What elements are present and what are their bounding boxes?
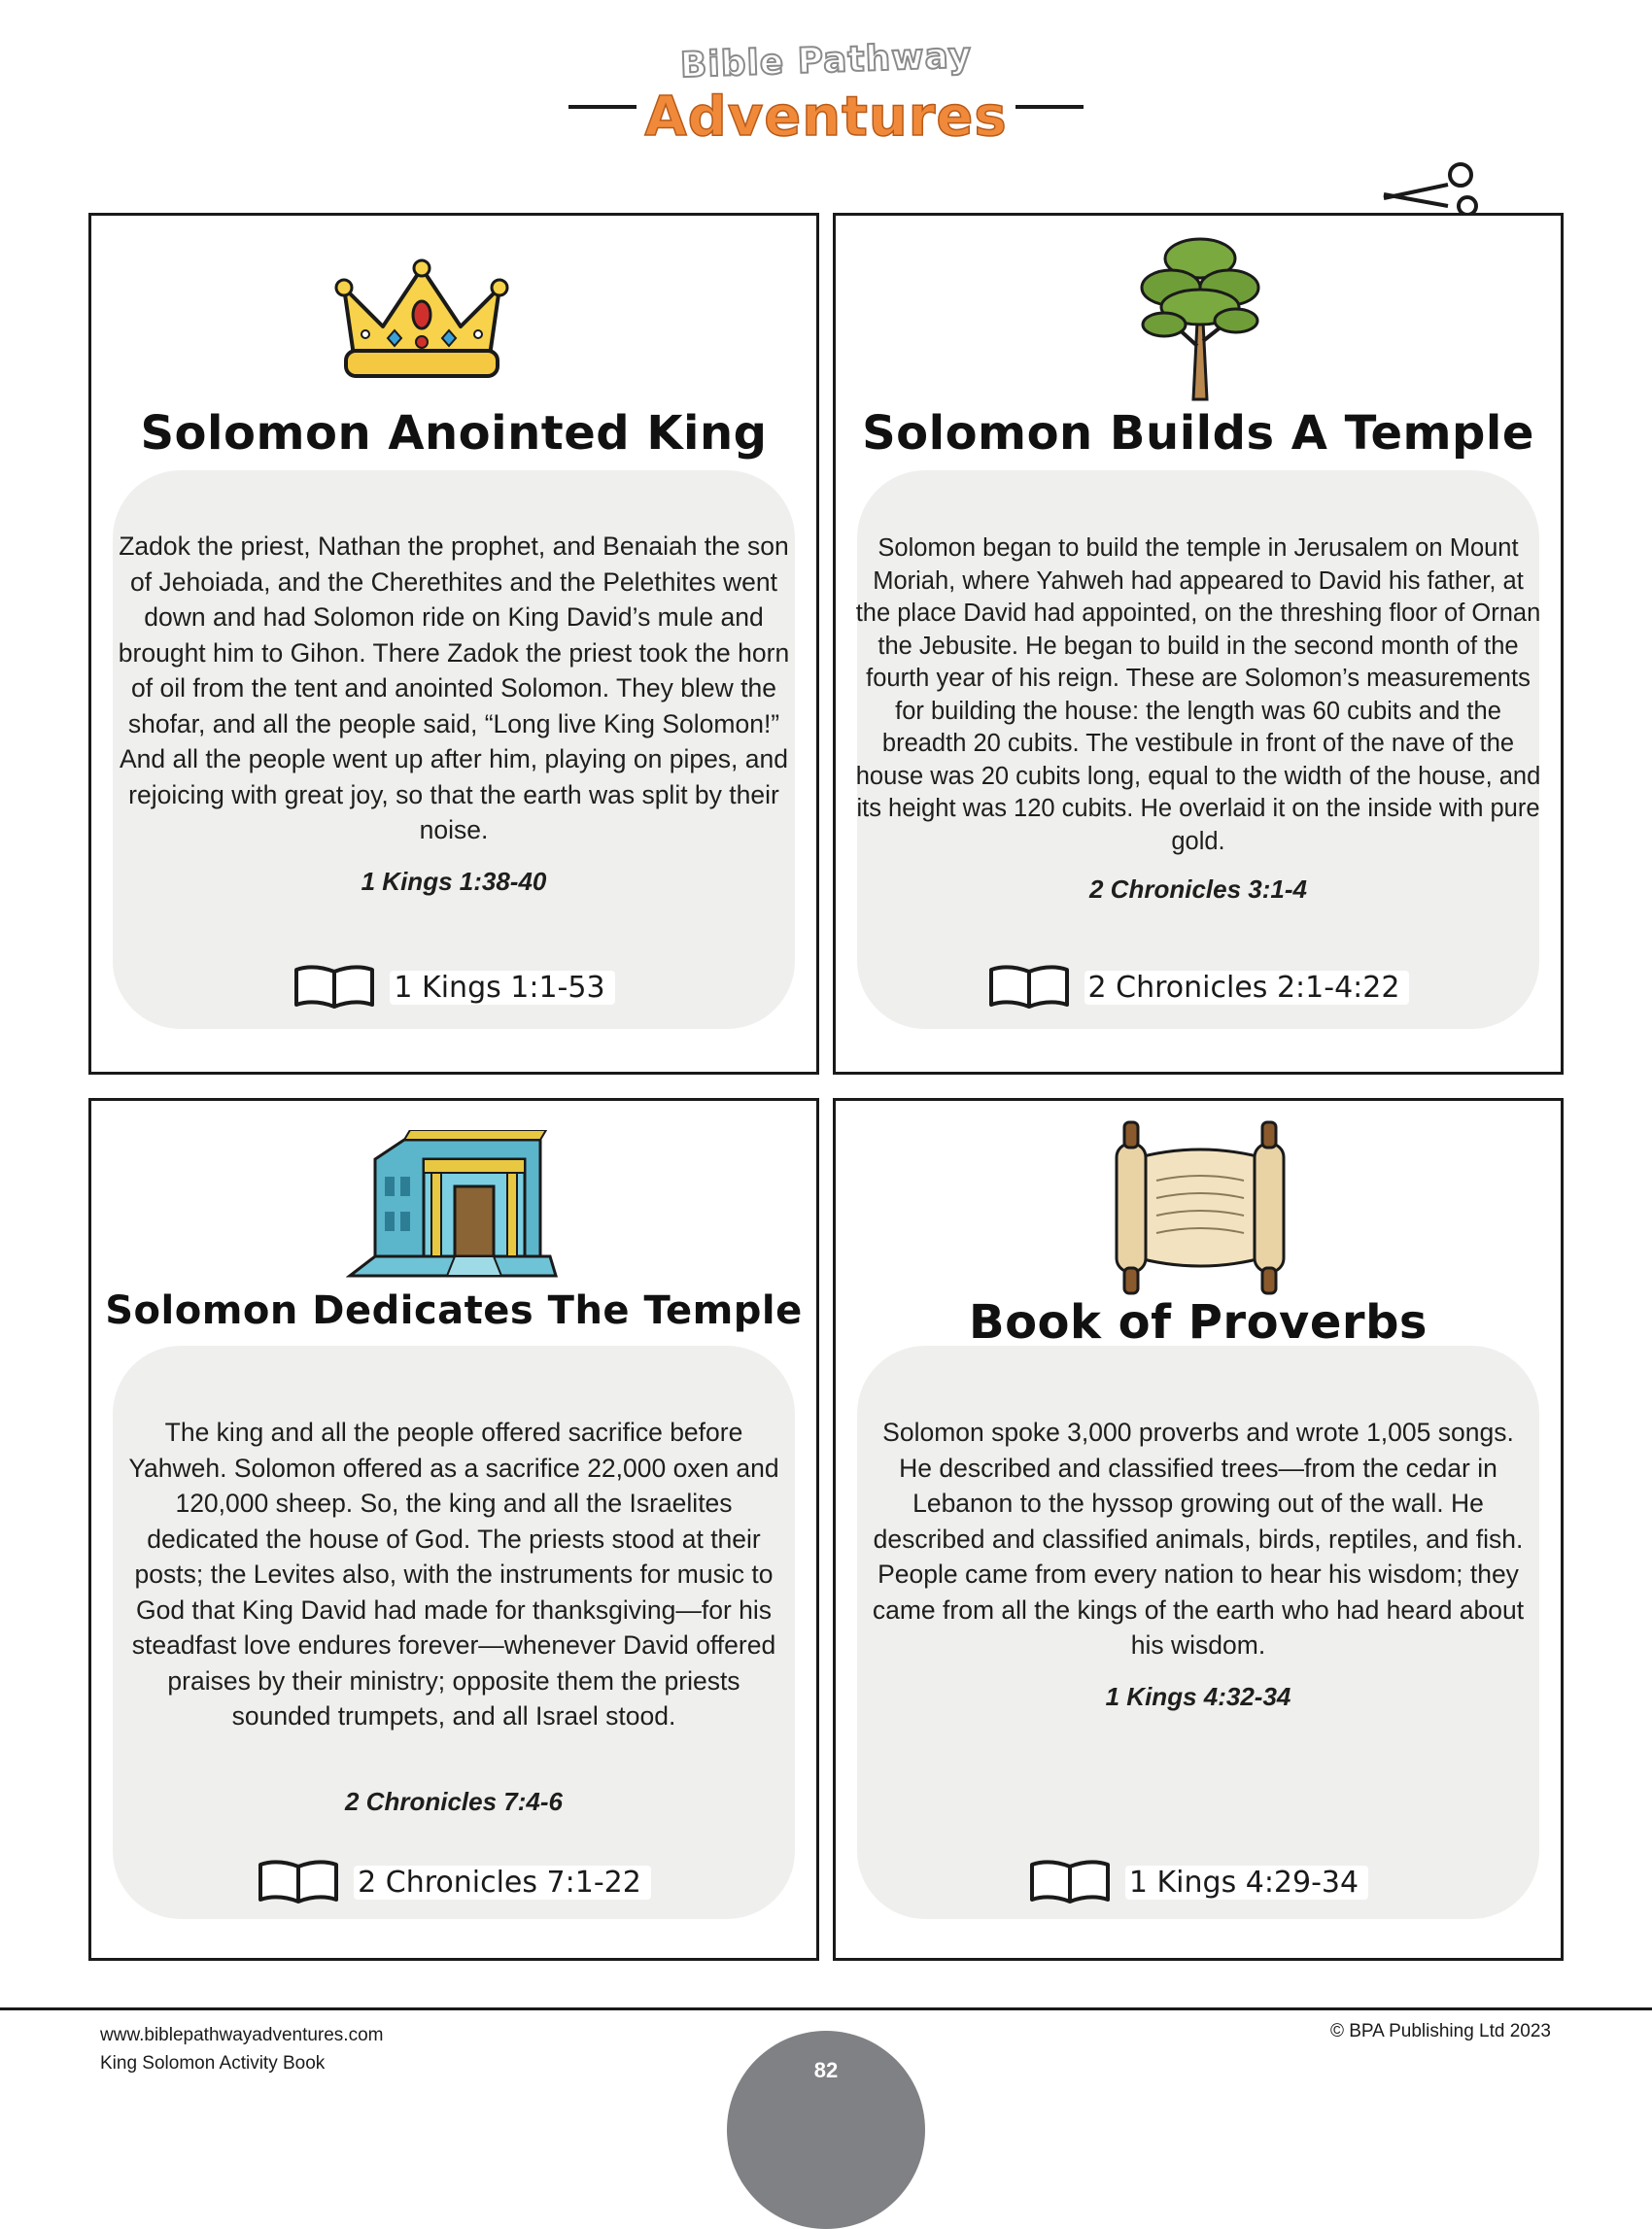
reading-label: 1 Kings 1:1-53: [390, 971, 614, 1005]
card-book-of-proverbs: [833, 1098, 1564, 1961]
card-passage: Zadok the priest, Nathan the prophet, and Benaiah the son of Jehoiada, and the Cherethites and the Pelethites went down and had Solomon ride on King David’s mule and brought him to Gihon. There Zadok the priest took the horn of oil from the tent and anointed Solomon. They blew the shofar, and all the people said, “Long live King Solomon!” And all the people went up after him, playing on pipes, and rejoicing with great joy, so that the earth was split by their noise.: [118, 532, 790, 844]
reading-row: [91, 1859, 816, 1905]
card-title: Solomon Builds A Temple: [862, 406, 1534, 461]
open-book-icon: [257, 1859, 340, 1905]
card-passage: Solomon spoke 3,000 proverbs and wrote 1,005 songs. He described and classified trees—from the cedar in Lebanon to the hyssop growing out of the wall. He described and classified animals, birds, reptiles, and fish. People came from every nation to hear his wisdom; they came from all the kings of the earth who had heard about his wisdom.: [872, 1418, 1525, 1660]
open-book-icon: [1028, 1859, 1112, 1905]
footer-book-title: King Solomon Activity Book: [100, 2053, 326, 2074]
reading-label: 1 Kings 4:29-34: [1125, 1866, 1368, 1900]
logo-main-text: Adventures: [644, 86, 1008, 149]
card-title: Book of Proverbs: [968, 1295, 1428, 1350]
page-number: 82: [813, 2058, 839, 2082]
card-solomon-dedicates-temple: [88, 1098, 819, 1961]
card-reference: 1 Kings 4:32-34: [1105, 1682, 1291, 1711]
crown-icon: [334, 258, 509, 385]
card-title: Solomon Dedicates The Temple: [105, 1288, 803, 1333]
card-passage: Solomon began to build the temple in Jerusalem on Mount Moriah, where Yahweh had appeared to David his father, at the place David had appointed, on the threshing floor of Ornan the Jebusite. He began to build in the second month of the fourth year of his reign. These are Solomon’s measurements for building the house: the length was 60 cubits and the breadth 20 cubits. The vestibule in front of the nave of the house was 20 cubits long, equal to the width of the house, and its height was 120 cubits. He overlaid it on the inside with pure gold.: [855, 534, 1541, 855]
open-book-icon: [293, 964, 376, 1011]
reading-row: [836, 1859, 1561, 1905]
reading-label: 2 Chronicles 7:1-22: [354, 1866, 651, 1900]
card-solomon-builds-temple: [833, 213, 1564, 1075]
scissors-icon: [1380, 157, 1487, 216]
reading-row: [91, 964, 816, 1011]
reading-label: 2 Chronicles 2:1-4:22: [1084, 971, 1410, 1005]
footer-copyright: © BPA Publishing Ltd 2023: [1329, 2021, 1551, 2041]
logo-top-text: Bible Pathway: [679, 35, 973, 86]
scroll-icon: [1103, 1120, 1297, 1295]
footer-left: [100, 2021, 384, 2077]
footer-divider: [0, 2007, 1652, 2010]
reading-row: [836, 964, 1561, 1011]
card-passage: The king and all the people offered sacrifice before Yahweh. Solomon offered as a sacrifice 22,000 oxen and 120,000 sheep. So, the king and all the Israelites dedicated the house of God. The priests stood at their posts; the Levites also, with the instruments for music to God that King David had made for thanksgiving—for his steadfast love endures forever—whenever David offered praises by their ministry; opposite them the priests sounded trumpets, and all Israel stood.: [128, 1418, 779, 1731]
card-reference: 2 Chronicles 3:1-4: [1089, 874, 1307, 904]
card-title: Solomon Anointed King: [140, 406, 768, 461]
card-reference: 1 Kings 1:38-40: [361, 867, 547, 896]
temple-icon: [346, 1130, 560, 1295]
card-reference: 2 Chronicles 7:4-6: [345, 1787, 563, 1816]
card-solomon-anointed-king: [88, 213, 819, 1075]
tree-icon: [1137, 229, 1263, 404]
footer-website-link[interactable]: www.biblepathwayadventures.com: [100, 2025, 384, 2045]
open-book-icon: [987, 964, 1071, 1011]
